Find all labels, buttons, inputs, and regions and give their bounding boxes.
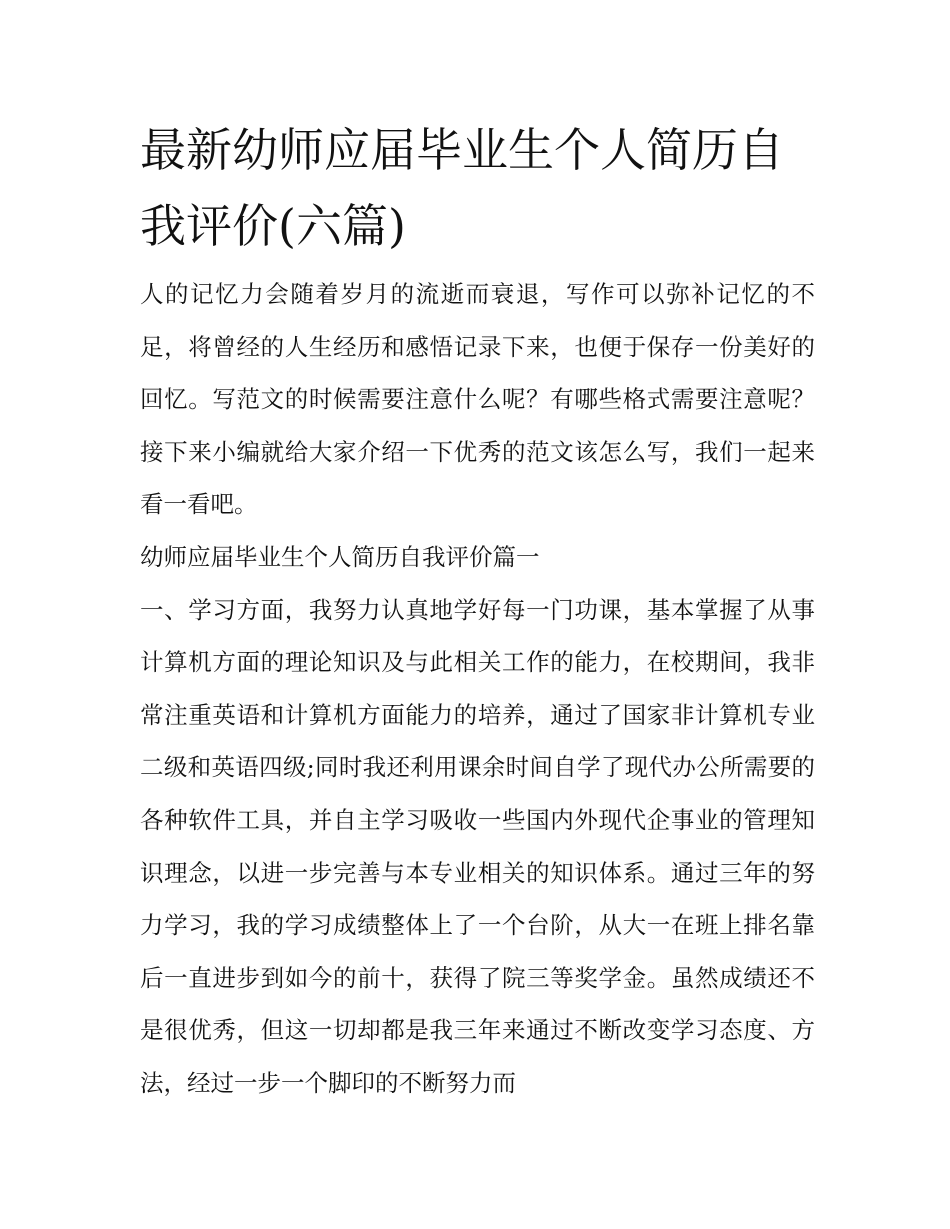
body-paragraph: 一、学习方面，我努力认真地学好每一门功课，基本掌握了从事计算机方面的理论知识及与此相关工作的能力，在校期间，我非常注重英语和计算机方面能力的培养，通过了国家非计算机专业二级和英语四级;同时我还利用课余时间自学了现代办公所需要的各种软件工具，并自主学习吸收一些国内外现代企事业的管理知识理念，以进一步完善与本专业相关的知识体系。通过三年的努力学习，我的学习成绩整体上了一个台阶，从大一在班上排名靠后一直进步到如今的前十，获得了院三等奖学金。虽然成绩还不是很优秀，但这一切却都是我三年来通过不断改变学习态度、方法，经过一步一个脚印的不断努力而 [140, 595, 815, 1097]
section-heading: 幼师应届毕业生个人简历自我评价篇一 [140, 542, 540, 571]
document-title: 最新幼师应届毕业生个人简历自我评价(六篇) [140, 123, 784, 253]
intro-paragraph: 人的记忆力会随着岁月的流逝而衰退，写作可以弥补记忆的不足，将曾经的人生经历和感悟记录下来，也便于保存一份美好的回忆。写范文的时候需要注意什么呢？有哪些格式需要注意呢？接下来小编就给大家介绍一下优秀的范文该怎么写，我们一起来看一看吧。 [140, 280, 815, 519]
document-body [140, 268, 815, 1110]
